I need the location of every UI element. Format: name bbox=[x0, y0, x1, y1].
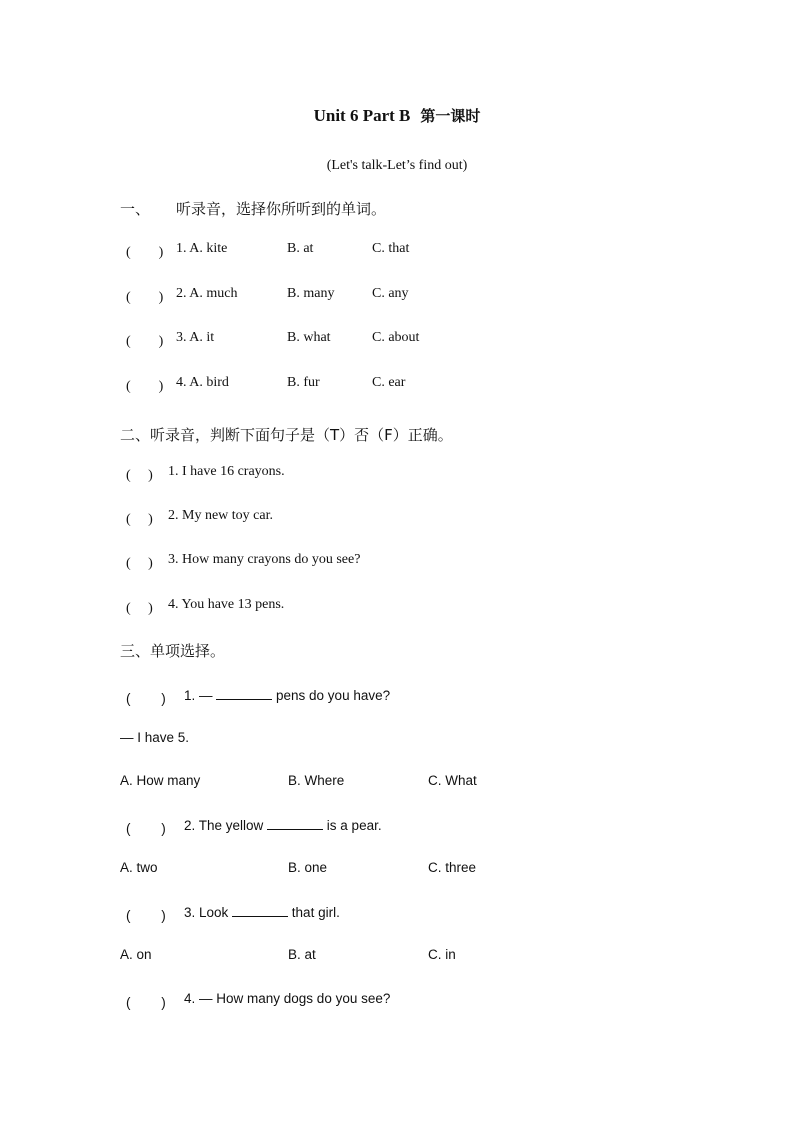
option-c: C. What bbox=[428, 773, 477, 788]
question-post: that girl. bbox=[288, 905, 340, 920]
question-text bbox=[184, 817, 382, 833]
option-c: C. in bbox=[428, 947, 456, 962]
section1-heading bbox=[120, 198, 386, 219]
option-a: A. How many bbox=[120, 773, 201, 788]
answer-paren: ( ) bbox=[126, 334, 164, 349]
page-title bbox=[0, 105, 794, 126]
answer-blank[interactable] bbox=[232, 904, 288, 917]
question-post: pens do you have? bbox=[272, 688, 391, 703]
statement-text: 3. How many crayons do you see? bbox=[168, 552, 361, 567]
title-cn: 第一课时 bbox=[420, 107, 481, 125]
answer-paren: ( ) bbox=[126, 556, 153, 571]
section3-heading: 三、单项选择。 bbox=[120, 642, 226, 660]
question-post: is a pear. bbox=[323, 818, 382, 833]
option-b: B. at bbox=[288, 947, 316, 962]
question-text: 4. — How many dogs do you see? bbox=[184, 991, 391, 1006]
option-b: B. at bbox=[287, 241, 314, 256]
answer-paren: ( ) bbox=[126, 290, 164, 305]
statement-text: 2. My new toy car. bbox=[168, 508, 273, 523]
answer-paren: ( ) bbox=[126, 379, 164, 394]
option-a: 2. A. much bbox=[176, 286, 238, 301]
answer-blank[interactable] bbox=[216, 687, 272, 700]
question-pre: 2. The yellow bbox=[184, 818, 268, 833]
option-a: 3. A. it bbox=[176, 330, 215, 345]
option-c: C. about bbox=[372, 330, 420, 345]
option-a: A. two bbox=[120, 860, 158, 875]
option-c: C. any bbox=[372, 286, 409, 301]
option-a: 4. A. bird bbox=[176, 375, 229, 390]
statement-text: 4. You have 13 pens. bbox=[168, 597, 285, 612]
question-pre: 1. — bbox=[184, 688, 217, 703]
answer-paren: ( ) bbox=[126, 601, 153, 616]
answer-paren: ( ) bbox=[126, 691, 166, 706]
option-c: C. ear bbox=[372, 375, 406, 390]
answer-paren: ( ) bbox=[126, 821, 166, 836]
section1-heading-text: 听录音，选择你所听到的单词。 bbox=[176, 200, 387, 218]
title-main: Unit 6 Part B bbox=[313, 106, 411, 125]
answer-paren: ( ) bbox=[126, 908, 166, 923]
option-b: B. fur bbox=[287, 375, 320, 390]
answer-paren: ( ) bbox=[126, 468, 153, 483]
page-subtitle: (Let's talk-Let’s find out) bbox=[326, 158, 468, 173]
question-pre: 3. Look bbox=[184, 905, 233, 920]
answer-blank[interactable] bbox=[267, 817, 323, 830]
option-a: 1. A. kite bbox=[176, 241, 228, 256]
section2-heading: 二、听录音，判断下面句子是（T）否（F）正确。 bbox=[120, 426, 453, 444]
option-c: C. that bbox=[372, 241, 410, 256]
question-text bbox=[184, 904, 340, 920]
option-b: B. Where bbox=[288, 773, 345, 788]
section1-heading-num: 一、 bbox=[120, 200, 151, 218]
option-c: C. three bbox=[428, 860, 477, 875]
question-text bbox=[184, 687, 390, 703]
option-a: A. on bbox=[120, 947, 152, 962]
answer-paren: ( ) bbox=[126, 245, 164, 260]
dialogue-answer: — I have 5. bbox=[120, 730, 190, 745]
answer-paren: ( ) bbox=[126, 995, 166, 1010]
answer-paren: ( ) bbox=[126, 512, 153, 527]
option-b: B. one bbox=[288, 860, 328, 875]
option-b: B. what bbox=[287, 330, 331, 345]
statement-text: 1. I have 16 crayons. bbox=[168, 464, 285, 479]
option-b: B. many bbox=[287, 286, 335, 301]
